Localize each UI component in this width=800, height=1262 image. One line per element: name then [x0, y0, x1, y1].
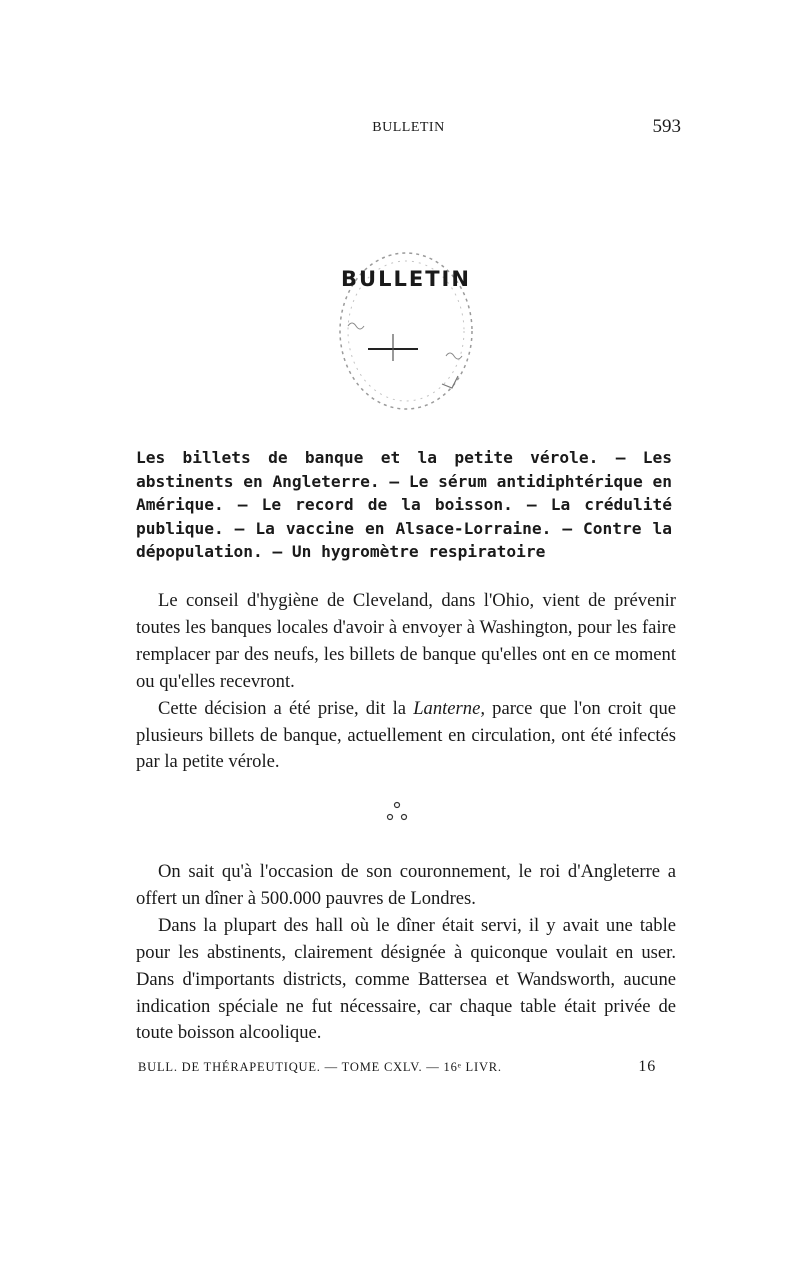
paragraph — [136, 696, 676, 777]
paragraph: On sait qu'à l'occasion de son couronnement, le roi d'Angleterre a offert un dîner à 500.000 pauvres de Londres. — [136, 861, 676, 909]
italic-title: Lanterne, — [413, 697, 485, 719]
stamp-label: BULLETIN — [341, 267, 471, 291]
footer-journal-line: BULL. DE THÉRAPEUTIQUE. — TOME CXLV. — 16ᵉ LIVR. — [138, 1060, 502, 1074]
section-abstinents — [136, 859, 676, 1047]
text-run: Cette décision a été prise, dit la — [158, 697, 414, 719]
section-banknotes — [136, 588, 676, 776]
running-head — [136, 116, 681, 140]
signature-mark: 16 — [638, 1058, 656, 1075]
page-footer — [136, 1058, 656, 1080]
page-number: 593 — [652, 116, 681, 137]
paragraph: Le conseil d'hygiène de Cleveland, dans l'Ohio, vient de prévenir toutes les banques locales d'avoir à envoyer à Washington, pour les faire remplacer par des neufs, les billets de banque qu'elles ont en ce moment ou qu'elles recevront. — [136, 590, 676, 692]
stamp-seal-icon — [318, 236, 493, 421]
article-headline: Les billets de banque et la petite vérole. — Les abstinents en Angleterre. — Le sérum antidiphtérique en Amérique. — Le record de la boisson. — La crédulité publique. — La vaccine en Alsace-Lorraine. — Contre la dépopulation. — Un hygromètre respiratoire — [136, 448, 673, 561]
text-run: parce que l'on croit que plusieurs billets de banque, actuellement en circulation, ont été infectés par la petite vérole. — [136, 697, 676, 773]
running-title: BULLETIN — [372, 120, 445, 135]
asterism-separator-icon — [382, 798, 412, 828]
library-stamp — [318, 236, 493, 421]
paragraph: Dans la plupart des hall où le dîner était servi, il y avait une table pour les abstinents, clairement désignée à quiconque voulait en user. Dans d'importants districts, comme Battersea et Wandsworth, aucune indication spéciale ne fut nécessaire, car chaque table était privée de toute boisson alcoolique. — [136, 914, 676, 1044]
